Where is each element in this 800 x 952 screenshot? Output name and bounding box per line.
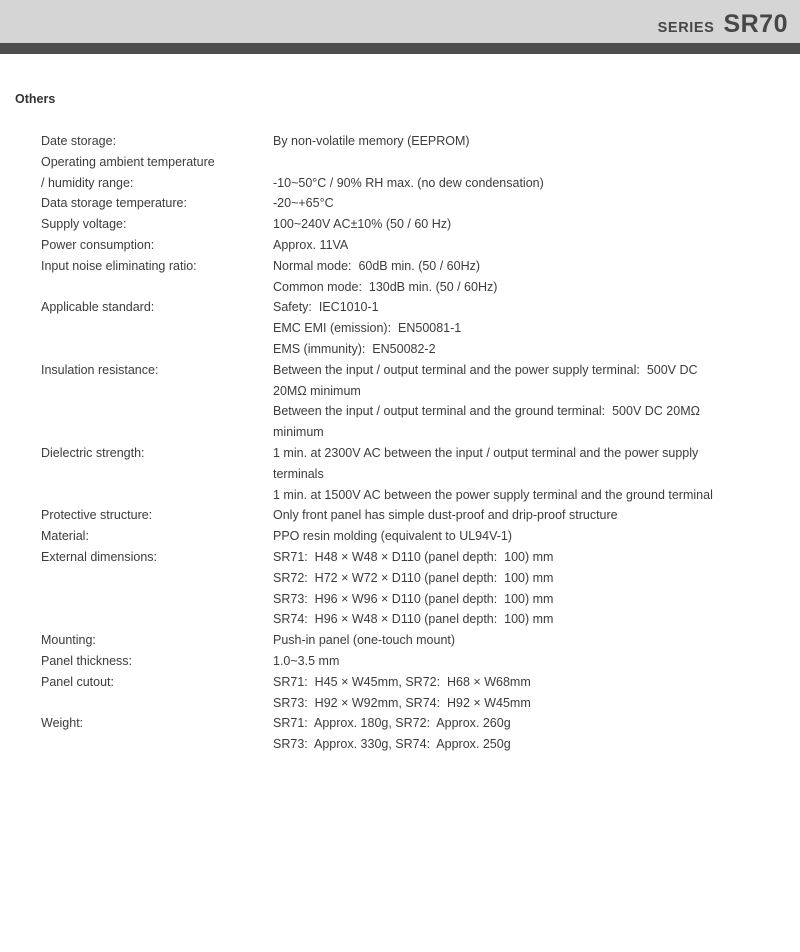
spec-value: 20MΩ minimum (273, 383, 361, 398)
spec-label: Mounting: (41, 633, 96, 648)
spec-row (41, 589, 800, 610)
spec-value: 1 min. at 2300V AC between the input / output terminal and the power supply (273, 445, 699, 460)
spec-label: Weight: (41, 716, 84, 731)
spec-value: -10~50°C / 90% RH max. (no dew condensation) (273, 175, 544, 190)
spec-value: 1.0~3.5 mm (273, 653, 340, 668)
page-header (0, 0, 800, 43)
spec-row (41, 339, 800, 360)
spec-value: EMS (immunity): EN50082-2 (273, 341, 436, 356)
spec-label (41, 464, 273, 485)
spec-table (41, 131, 800, 755)
spec-label: / humidity range: (41, 175, 134, 190)
spec-value: -20~+65°C (273, 196, 334, 211)
spec-row (41, 214, 800, 235)
spec-label: Supply voltage: (41, 217, 127, 232)
spec-label (41, 401, 273, 422)
spec-row (41, 713, 800, 734)
spec-value: 1 min. at 1500V AC between the power supply terminal and the ground terminal (273, 487, 713, 502)
spec-label (41, 381, 273, 402)
spec-label (41, 693, 273, 714)
spec-value: SR74: H96 × W48 × D110 (panel depth: 100) mm (273, 612, 554, 627)
series-title (658, 10, 788, 39)
spec-label (41, 339, 273, 360)
spec-label (41, 589, 273, 610)
spec-row (41, 651, 800, 672)
spec-row (41, 401, 800, 422)
spec-value: terminals (273, 466, 324, 481)
spec-value: SR72: H72 × W72 × D110 (panel depth: 100) mm (273, 570, 554, 585)
spec-label (41, 422, 273, 443)
spec-value: Normal mode: 60dB min. (50 / 60Hz) (273, 258, 481, 273)
spec-row (41, 547, 800, 568)
spec-row (41, 193, 800, 214)
spec-label (41, 609, 273, 630)
spec-row (41, 505, 800, 526)
spec-row (41, 443, 800, 464)
spec-row (41, 360, 800, 381)
spec-value: Between the input / output terminal and the power supply terminal: 500V DC (273, 362, 698, 377)
spec-value: SR71: H45 × W45mm, SR72: H68 × W68mm (273, 674, 531, 689)
spec-label: Panel cutout: (41, 674, 114, 689)
spec-label: Data storage temperature: (41, 196, 187, 211)
spec-label: External dimensions: (41, 549, 158, 564)
section-title: Others (15, 92, 56, 106)
divider-bar (0, 43, 800, 54)
spec-value: Common mode: 130dB min. (50 / 60Hz) (273, 279, 498, 294)
spec-row (41, 630, 800, 651)
spec-row (41, 235, 800, 256)
spec-value: Approx. 11VA (273, 237, 349, 252)
spec-row (41, 672, 800, 693)
spec-value: By non-volatile memory (EEPROM) (273, 134, 470, 148)
spec-row (41, 609, 800, 630)
spec-row (41, 173, 800, 194)
spec-row (41, 526, 800, 547)
spec-label: Applicable standard: (41, 300, 155, 315)
spec-value: EMC EMI (emission): EN50081-1 (273, 321, 462, 336)
spec-label: Protective structure: (41, 508, 153, 523)
spec-row (41, 485, 800, 506)
spec-value: 100~240V AC±10% (50 / 60 Hz) (273, 217, 452, 232)
spec-label: Panel thickness: (41, 653, 133, 668)
spec-row (41, 277, 800, 298)
spec-value: Between the input / output terminal and the ground terminal: 500V DC 20MΩ (273, 404, 700, 419)
spec-row (41, 568, 800, 589)
spec-value: SR71: H48 × W48 × D110 (panel depth: 100) mm (273, 549, 554, 564)
spec-row (41, 318, 800, 339)
spec-label: Dielectric strength: (41, 445, 145, 460)
spec-value: Safety: IEC1010-1 (273, 300, 379, 315)
spec-row (41, 152, 800, 173)
spec-label: Input noise eliminating ratio: (41, 258, 197, 273)
spec-value: SR73: Approx. 330g, SR74: Approx. 250g (273, 737, 511, 752)
spec-label (41, 485, 273, 506)
spec-label: Material: (41, 529, 89, 544)
series-code: SR70 (723, 10, 788, 38)
spec-row (41, 381, 800, 402)
spec-value: SR73: H92 × W92mm, SR74: H92 × W45mm (273, 695, 531, 710)
spec-value: SR73: H96 × W96 × D110 (panel depth: 100) mm (273, 591, 554, 606)
page-body (0, 92, 800, 755)
spec-label: Date storage: (41, 134, 117, 148)
spec-value: minimum (273, 425, 324, 440)
spec-label: Operating ambient temperature (41, 154, 215, 169)
spec-value: Only front panel has simple dust-proof and drip-proof structure (273, 508, 618, 523)
spec-row (41, 256, 800, 277)
spec-label (41, 568, 273, 589)
spec-label: Insulation resistance: (41, 362, 159, 377)
spec-label (41, 318, 273, 339)
spec-label (41, 734, 273, 755)
series-label: SERIES (657, 20, 715, 36)
spec-value: Push-in panel (one-touch mount) (273, 633, 456, 648)
spec-row (41, 131, 800, 152)
spec-row (41, 297, 800, 318)
spec-label (41, 277, 273, 298)
spec-row (41, 693, 800, 714)
spec-label: Power consumption: (41, 237, 155, 252)
spec-row (41, 464, 800, 485)
spec-row (41, 734, 800, 755)
spec-value: SR71: Approx. 180g, SR72: Approx. 260g (273, 716, 511, 731)
spec-value: PPO resin molding (equivalent to UL94V-1) (273, 529, 513, 544)
spec-row (41, 422, 800, 443)
